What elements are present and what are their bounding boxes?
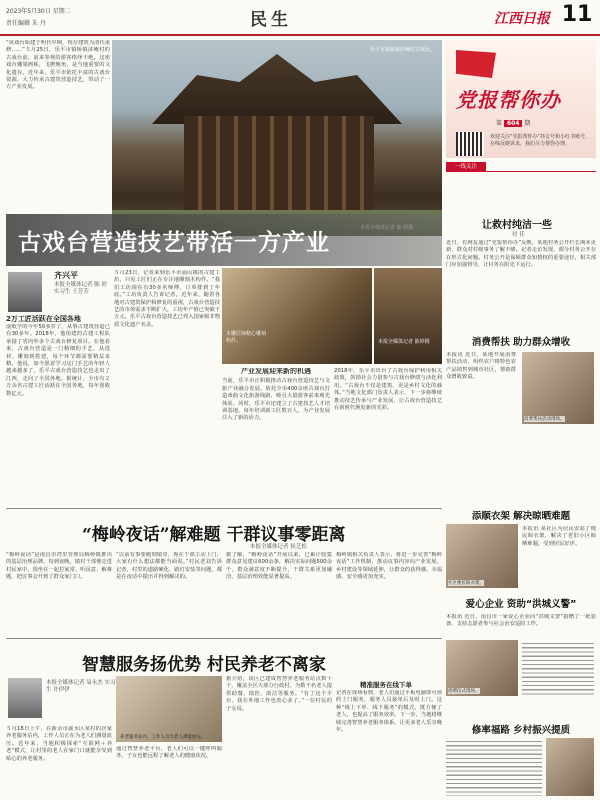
brief-body: 本报讯 近日，某地开展消费帮扶活动，组织农户将特色农产品销售到城市社区，帮助群众增收致富。 <box>446 352 516 381</box>
story3-body-4: 记者在现场看到，老人们通过平板电脑即可预约上门服务，服务人员接单后及时上门。这种“线上下单、线下服务”的模式，既方便了老人，也提高了服务效率。下一步，当地将继续完善智慧养老服务体系，让更多老人乐享晚年。 <box>336 690 442 734</box>
brief-photo <box>446 524 518 588</box>
lead-subhead-2: 产业发展迎来新的机遇 <box>241 368 311 375</box>
section-tag: 一线关注 <box>446 162 486 172</box>
column-title: 党报帮你办 <box>456 88 561 112</box>
brief-body: 本报讯 近日，南昌市一家爱心企业向“洪城义警”捐赠了一批装备，支持志愿者参与社会治安巡防工作。 <box>446 614 596 628</box>
brief-title: 消费帮扶 助力群众增收 <box>471 337 571 348</box>
lead-photo <box>112 40 442 236</box>
section-title: 民生 <box>250 10 292 30</box>
brief-photo-caption: 消费帮扶活动现场。 <box>524 417 565 422</box>
lead-byline <box>6 268 110 308</box>
issue-prefix: 第 <box>496 120 503 127</box>
brief-title: 爱心企业 资助“洪城义警” <box>465 599 577 610</box>
story2-body-1: “梅岭夜话”是南昌市湾里管理局梅岭镇推出的基层治理品牌。每到夜晚，镇村干部便走进村民家中，围坐在一起拉家常、听民意、解难题，把议事会开到了群众家门口。 <box>6 552 112 581</box>
lead-body-2: ５月23日，记者来到乐平市涌山镇的古建工坊，只见工匠们正在专注地雕刻木构件。“我们工坊现在有30多名师傅，订单排到了年底。”工坊负责人告诉记者，近年来，随着各地对古建筑保护和修复的重视，古戏台营造技艺的市场需求不断扩大，工坊年产值已突破千万元。乐平古戏台营造技艺已列入国家级非物质文化遗产名录。 <box>114 270 220 328</box>
brief-road <box>446 722 596 736</box>
story3-body-3: 据介绍，该区已建成智慧养老服务站点数十个，覆盖全区大部分行政村，为数千名老人提供助餐、助医、助洁等服务。“有了这个平台，我在外地工作也放心多了。”一位村民的子女说。 <box>226 676 332 712</box>
lead-body-3-text: 当前，乐平市正积极推动古戏台营造技艺与文旅产业融合发展，依托全市400余座古戏台打造戏曲文化旅游线路，吸引大量游客前来观光体验。同时，乐平市还建立了古建技艺人才培训基地，每年培训新工匠数百人，为产业发展注入了新的活力。 <box>222 378 330 422</box>
lead-photo-caption: 乐平市镇桥镇浒崦村古戏台。 <box>370 47 436 53</box>
carving-photo-caption: 木雕匠师精心雕刻构件。 <box>226 331 267 344</box>
lead-body-3 <box>222 368 330 500</box>
brief-photo <box>446 640 518 696</box>
story2-body-2: “以前有事要跑到镇里，现在干部主动上门，大家有什么想法都能当面说。”村民老刘告诉记者，村里的道路硬化、路灯安装等问题，都是在夜话中提出并得到解决的。 <box>116 552 222 581</box>
commentary-title: 让救村纯洁一些 <box>482 220 552 231</box>
red-divider <box>446 171 596 172</box>
brief-title: 修率福路 乡村振兴提质 <box>471 725 571 736</box>
story2-body-3: 据了解，“梅岭夜话”开展以来，已累计收集群众意见建议600余条，解决实际问题500余个，群众满意度不断提升，干群关系更加融洽，基层治理效能显著提高。 <box>226 552 332 581</box>
brief-photo <box>546 738 594 796</box>
brief-photo-caption: 捐赠仪式现场。 <box>448 689 480 694</box>
stage-roof <box>152 54 402 124</box>
lead-body-1: 南歌学的今年50多岁了，从事古建筑营造已有30多年。2018年，他组建的古建工程队承接了省内外多个古戏台修复项目。在他看来，古戏台营造是一门精细的手艺，从选材、雕刻到搭建，每个环节都需要精益求精。他说，如今愿意学习这门手艺的年轻人越来越多了，乐平古戏台营造技艺也走出了江西，走向了全国各地。据统计，全市有２万余名古建工匠活跃在全国各地，每年创收数亿元。 <box>6 324 110 397</box>
story3-body-1: ５月18日上午，在新余市渝水区某村的居家养老服务站内，工作人员正在为老人们测量血压。近年来，当地积极探索“互联网＋养老”模式，让村里的老人在家门口就能享受到贴心的养老服务。 <box>6 726 112 762</box>
editor-credit: 责任编辑 朱 丹 <box>6 20 46 27</box>
brief-body: 本报讯 某社区为居民安装了便民晾衣架，解决了老旧小区晾晒难题，受到居民好评。 <box>522 526 596 547</box>
issue-number <box>496 118 530 127</box>
page-header <box>0 0 600 36</box>
story3-subhead: 精准服务在线下单 <box>360 681 412 689</box>
lead-subhead-1: 2万工匠活跃在全国各地 <box>6 315 81 323</box>
lead-intro: “该戏台始建于明代中期，现存建筑为清代重修……”５月25日，乐平市镇桥镇浒崦村的古戏台前，前来参观的游客络绎不绝。这座戏台雕梁画栋，飞檐翘角，是当地重要的文化遗存。近年来，乐平市依托丰富的古戏台资源，大力传承古建筑营造技艺，带动了一方产业发展。 <box>6 40 110 91</box>
lead-headline: 古戏台营造技艺带活一方产业 <box>18 229 330 256</box>
brief-photo-caption: 社区便民晾衣架。 <box>448 581 484 586</box>
issue-date: 2023年5月30日 星期二 <box>6 8 71 15</box>
eldercare-photo <box>116 676 222 742</box>
story2-byline: 本报全媒体记者 侯艺松 <box>250 544 307 550</box>
author-portrait <box>8 678 42 718</box>
eldercare-photo-caption: 养老服务站内，工作人员为老人测量血压。 <box>120 735 206 740</box>
craftsman-photo-credit: 本报全媒体记者 陈婷摄 <box>378 339 430 345</box>
lead-body-4: 2018年，乐平市出台了古戏台保护利用相关政策，鼓励社会力量参与古戏台修缮与活化利用。“古戏台不仅是建筑，更是乡村文化的载体。”当地文化部门负责人表示，下一步将继续推动技艺传承与产业发展，让古戏台营造技艺在新时代焕发新的光彩。 <box>334 368 442 412</box>
stage-body <box>184 116 374 216</box>
column-welcome: 欢迎关注“党报帮你办”抖音号和小红书账号，在线反映诉求，我们尽力帮你办理。 <box>490 134 591 147</box>
story2-headline: “梅岭夜话”解难题 干群议事零距离 <box>82 525 346 545</box>
story2-body-4: 梅岭镇相关负责人表示，将进一步完善“梅岭夜话”工作机制，推动议事内容向产业发展、乡村建设等领域延伸，让群众的获得感、幸福感、安全感更加充实。 <box>336 552 442 581</box>
divider <box>6 508 442 509</box>
story3-byline: 本报全媒体记者 易永杰 实习生 许伊伊 <box>46 680 116 693</box>
flag-icon <box>456 50 496 78</box>
brief-title: 添顺衣架 解决晾晒难题 <box>471 511 571 522</box>
lead-author: 本报全媒体记者 陈 婷 实习生 王芳芳 <box>54 282 107 295</box>
carving-photo <box>222 268 372 364</box>
divider <box>6 638 442 639</box>
page-number: 11 <box>561 2 593 27</box>
issue-suffix: 期 <box>524 120 531 127</box>
story3-body-2: 通过智慧养老平台，老人们可以一键呼叫服务，子女也能远程了解老人的健康状况。 <box>116 746 222 760</box>
brief-text-lines <box>446 738 542 796</box>
commentary-author: 付 佳 <box>512 232 525 238</box>
story3-headline: 智慧服务扬优势 村民养老不离家 <box>82 655 326 675</box>
qr-code-icon <box>456 132 484 156</box>
lead-kicker: 齐兴平 <box>54 271 78 280</box>
brief-photo <box>522 352 594 424</box>
issue-number-value: 604 <box>504 120 523 127</box>
newspaper-logo: 江西日报 <box>494 11 550 27</box>
craftsman-photo <box>374 268 442 364</box>
commentary-body: 近日，有网友通过“党报帮你办”反映，某地村务公开栏长期未更新，群众对村级事务了解不够。记者走访发现，部分村务公开存在形式化问题。村务公开是保障群众知情权的重要途径，相关部门应加强督导，让村务在阳光下运行。 <box>446 240 596 269</box>
brief-text-lines <box>522 640 594 696</box>
